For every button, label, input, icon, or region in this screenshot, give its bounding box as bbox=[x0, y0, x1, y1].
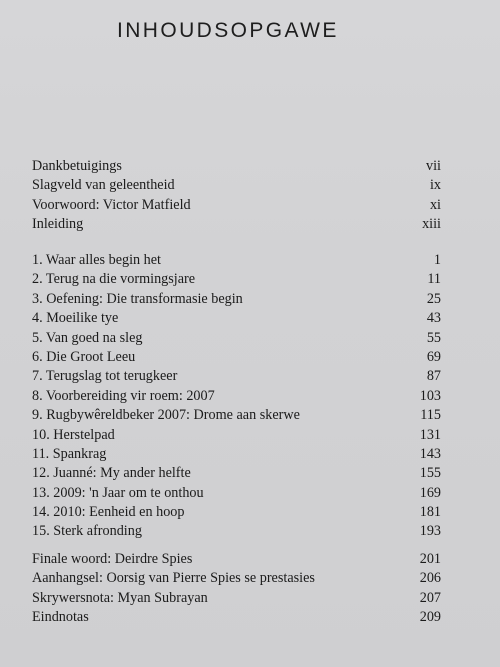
toc-entry-page-number: ix bbox=[429, 177, 441, 194]
toc-entry-page-number: 207 bbox=[419, 589, 441, 606]
toc-entry-page-number: xiii bbox=[422, 216, 441, 233]
toc-entry-title: Dankbetuigings bbox=[32, 158, 122, 174]
toc-entry-title: 6. Die Groot Leeu bbox=[32, 348, 136, 365]
toc-entry bbox=[32, 270, 441, 289]
toc-entry-title: Voorwoord: Victor Matfield bbox=[32, 196, 191, 213]
toc-entry-title: 9. Rugbywêreldbeker 2007: Drome aan skerwe bbox=[32, 407, 300, 424]
toc-entry bbox=[32, 329, 441, 348]
toc-entry bbox=[32, 215, 441, 234]
page-title: INHOUDSOPGAWE bbox=[117, 19, 339, 42]
toc-entry-page-number: 181 bbox=[419, 504, 441, 521]
toc-entry bbox=[32, 426, 441, 445]
toc-entry bbox=[32, 608, 441, 627]
toc-entry-page-number: 55 bbox=[426, 329, 441, 346]
toc-entry bbox=[32, 503, 441, 522]
toc-entry bbox=[32, 309, 441, 328]
front-matter-list bbox=[32, 157, 441, 235]
toc-entry-title: 4. Moeilike tye bbox=[32, 310, 119, 327]
toc-entry-title: 15. Sterk afronding bbox=[32, 523, 142, 540]
toc-entry-title: Slagveld van geleentheid bbox=[32, 177, 175, 194]
toc-entry-title: 13. 2009: 'n Jaar om te onthou bbox=[32, 484, 204, 501]
toc-entry-page-number: 201 bbox=[419, 551, 441, 567]
toc-entry-title: Inleiding bbox=[32, 216, 84, 233]
toc-entry-page-number: 193 bbox=[419, 523, 441, 540]
toc-entry-page-number: 209 bbox=[419, 609, 441, 626]
toc-entry bbox=[32, 196, 441, 215]
toc-entry bbox=[32, 157, 441, 176]
toc-entry bbox=[32, 387, 441, 406]
toc-entry-title: 12. Juanné: My ander helfte bbox=[32, 465, 191, 482]
toc-entry bbox=[32, 569, 441, 588]
toc-entry-page-number: 169 bbox=[419, 484, 441, 501]
toc-entry-title: 2. Terug na die vormingsjare bbox=[32, 271, 196, 288]
toc-entry bbox=[32, 251, 441, 270]
toc-entry-title: 1. Waar alles begin het bbox=[32, 252, 161, 268]
toc-entry-title: 11. Spankrag bbox=[32, 445, 107, 462]
toc-entry-page-number: 1 bbox=[433, 252, 441, 268]
toc-entry-page-number: 25 bbox=[426, 290, 441, 307]
toc-entry-page-number: 206 bbox=[419, 570, 441, 587]
toc-entry-page-number: xi bbox=[429, 196, 441, 213]
toc-entry-title: Skrywersnota: Myan Subrayan bbox=[32, 589, 208, 606]
toc-entry bbox=[32, 445, 441, 464]
toc-entry-title: 14. 2010: Eenheid en hoop bbox=[32, 504, 185, 521]
toc-entry-page-number: 103 bbox=[419, 387, 441, 404]
toc-entry-title: 10. Herstelpad bbox=[32, 426, 115, 443]
toc-entry-title: 5. Van goed na sleg bbox=[32, 329, 143, 346]
toc-entry bbox=[32, 406, 441, 425]
back-matter-list bbox=[32, 550, 441, 628]
toc-entry bbox=[32, 589, 441, 608]
toc-entry bbox=[32, 522, 441, 541]
toc-entry bbox=[32, 367, 441, 386]
toc-entry-title: 3. Oefening: Die transformasie begin bbox=[32, 290, 243, 307]
toc-entry-page-number: 143 bbox=[419, 445, 441, 462]
toc-entry-page-number: 115 bbox=[420, 407, 441, 424]
toc-entry-page-number: 131 bbox=[419, 426, 441, 443]
toc-entry-title: 7. Terugslag tot terugkeer bbox=[32, 368, 178, 385]
toc-entry-page-number: vii bbox=[426, 158, 441, 174]
toc-entry-title: Finale woord: Deirdre Spies bbox=[32, 551, 193, 567]
toc-entry-title: Aanhangsel: Oorsig van Pierre Spies se prestasies bbox=[32, 570, 315, 587]
toc-entry-page-number: 11 bbox=[427, 271, 441, 288]
toc-entry bbox=[32, 176, 441, 195]
toc-entry-page-number: 69 bbox=[426, 348, 441, 365]
toc-entry bbox=[32, 464, 441, 483]
chapters-list bbox=[32, 251, 441, 542]
toc-entry-title: 8. Voorbereiding vir roem: 2007 bbox=[32, 387, 215, 404]
toc-entry bbox=[32, 550, 441, 569]
toc-entry-page-number: 43 bbox=[426, 310, 441, 327]
toc-entry-title: Eindnotas bbox=[32, 609, 89, 626]
toc-entry bbox=[32, 348, 441, 367]
toc-entry-page-number: 155 bbox=[419, 465, 441, 482]
toc-entry bbox=[32, 484, 441, 503]
toc-entry bbox=[32, 290, 441, 309]
toc-entry-page-number: 87 bbox=[426, 368, 441, 385]
